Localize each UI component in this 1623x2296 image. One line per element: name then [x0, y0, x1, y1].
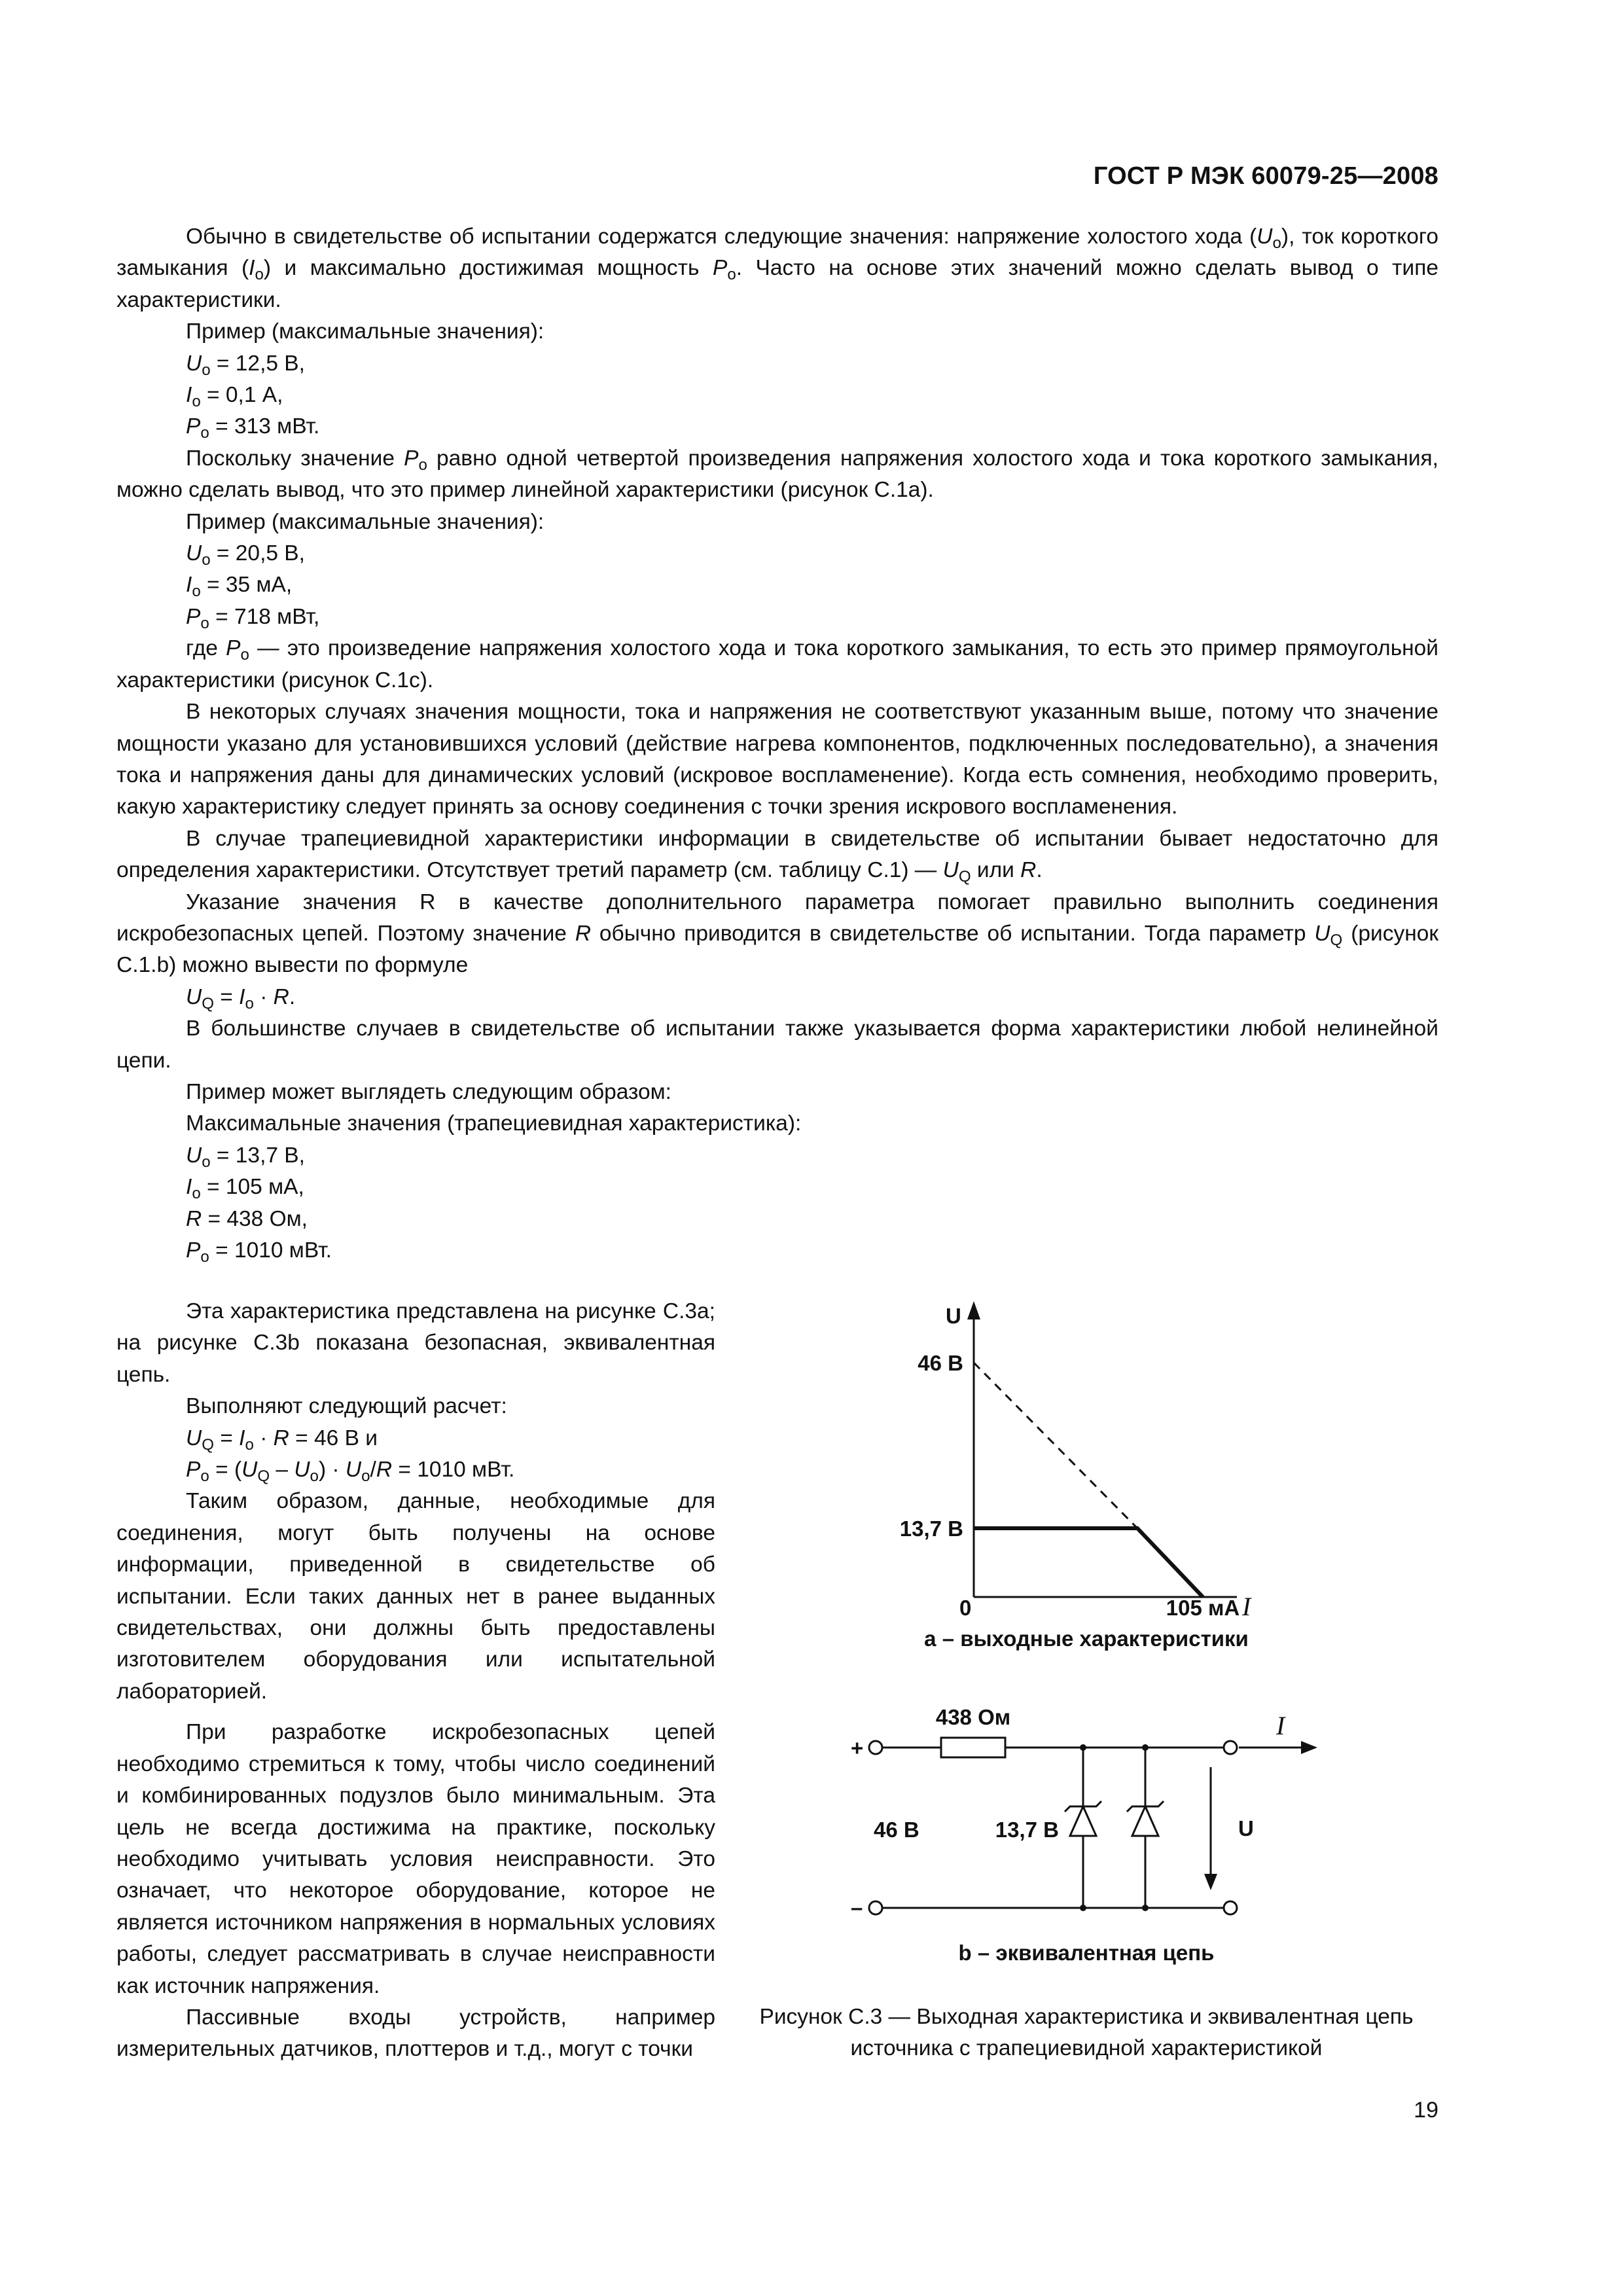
zener-diode-1-icon: [1070, 1806, 1096, 1836]
paragraph-passive-inputs: Пассивные входы устройств, например измерительных датчиков, плоттеров и т.д., могут с точки: [116, 2005, 715, 2062]
example-1-voltage: $U_о = 12,5$ В,: [186, 351, 305, 379]
paragraph-mismatch: В некоторых случаях значения мощности, тока и напряжения не соответствуют указанным выше, потому что значение мощности указано для установившихся условий (действие нагрева компонентов, подключенных последовательно), а значения тока и напряжения даны для динамических условий (искровое воспламенение). Когда есть сомнения, необходимо проверить, какую характеристику следует принять за основу соединения с точки зрения искрового воспламенения.: [116, 700, 1438, 819]
page-number: 19: [1414, 2098, 1438, 2123]
y-tick-13-7v: 13,7 В: [899, 1516, 963, 1541]
example-2-current: $I_о = 35$ мА,: [186, 573, 293, 601]
paragraph-example-intro: Пример может выглядеть следующим образом:: [186, 1079, 671, 1104]
paragraph-r-parameter: Указание значения R в качестве дополнительного параметра помогает правильно выполнить соединения искробезопасных цепей. Поэтому значение R обычно приводится в свидетельстве об испытании. Тогда параметр $U_Q$ (рисунок С.1.b) можно вывести по формуле: [116, 889, 1438, 978]
caption-a: а – выходные характеристики: [924, 1626, 1249, 1651]
linear-characteristic-dashed: [974, 1363, 1137, 1528]
paragraph-max-values: Максимальные значения (трапециевидная характеристика):: [186, 1111, 802, 1136]
example-1-title: Пример (максимальные значения):: [186, 319, 544, 344]
current-label: I: [1276, 1711, 1285, 1740]
example-2-title: Пример (максимальные значения):: [186, 509, 544, 534]
y-axis-label: U: [946, 1304, 961, 1328]
resistor-label: 438 Ом: [935, 1705, 1011, 1729]
figure-c3-drawing: [733, 1283, 1440, 2042]
example-2-voltage: $U_о = 20,5$ В,: [186, 541, 305, 569]
standard-header: ГОСТ Р МЭК 60079-25—2008: [1093, 162, 1438, 190]
zener-diode-2-icon: [1132, 1806, 1158, 1836]
paragraph-trapezoid: В случае трапециевидной характеристики информации в свидетельстве об испытании бывает недостаточно для определения характеристики. Отсутствует третий параметр (см. таблицу С.1) — $U_Q$ или R.: [116, 826, 1438, 886]
example-1-current: $I_о = 0,1$ А,: [186, 383, 283, 411]
example-3-power: $P_о = 1010$ мВт.: [186, 1238, 332, 1266]
paragraph-calc-intro: Выполняют следующий расчет:: [186, 1394, 507, 1419]
voltage-label: U: [1238, 1816, 1254, 1840]
y-axis-arrow: [967, 1301, 980, 1319]
example-1-power: $P_о = 313$ мВт.: [186, 414, 320, 442]
caption-b: b – эквивалентная цепь: [958, 1941, 1215, 1965]
formula-uq-calc: $U_Q = I_о \cdot R = 46$ В и: [186, 1426, 378, 1454]
x-axis-label: I: [1242, 1592, 1251, 1621]
x-tick-105ma: 105 мА: [1166, 1596, 1240, 1620]
terminal-minus-left: [869, 1901, 882, 1914]
left-column-text: [116, 1296, 715, 2066]
source-voltage-label: 46 В: [874, 1818, 919, 1842]
terminal-plus-right: [1224, 1741, 1237, 1754]
y-tick-46v: 46 В: [918, 1351, 963, 1375]
minus-sign: –: [851, 1895, 863, 1920]
resistor: [941, 1738, 1005, 1757]
example-3-resistance: R = 438 Ом,: [186, 1206, 308, 1231]
figure-c3: [733, 1283, 1440, 2042]
terminal-plus-left: [869, 1741, 882, 1754]
figure-title: Рисунок С.3 — Выходная характеристика и эквивалентная цепь источника с трапециевидной характеристикой: [759, 2005, 1414, 2060]
paragraph-linear: Поскольку значение $P_о$ равно одной четвертой произведения напряжения холостого хода и тока короткого замыкания, можно сделать вывод, что это пример линейной характеристики (рисунок С.1а).: [116, 446, 1438, 503]
example-3-voltage: $U_о = 13,7$ В,: [186, 1143, 305, 1172]
paragraph-data-source: Таким образом, данные, необходимые для соединения, могут быть получены на основе информации, приведенной в свидетельстве об испытании. Если таких данных нет в ранее выданных свидетельствах, они должны быть предоставлены изготовителем оборудования или испытательной лабораторией.: [116, 1489, 715, 1704]
main-text: [116, 221, 1438, 1266]
trapezoid-characteristic: [974, 1528, 1203, 1597]
paragraph-design: При разработке искробезопасных цепей необходимо стремиться к тому, чтобы число соединений и комбинированных подузлов было минимальным. Эта цель не всегда достижима на практике, поскольку необходимо учитывать условия неисправности. Это означает, что некоторое оборудование, которое не является источником напряжения в нормальных условиях работы, следует рассматривать в случае неисправности как источник напряжения.: [116, 1720, 715, 1998]
plus-sign: +: [851, 1736, 864, 1760]
terminal-minus-right: [1224, 1901, 1237, 1914]
paragraph-rectangular: где $P_о$ — это произведение напряжения холостого хода и тока короткого замыкания, то есть это пример прямоугольной характеристики (рисунок С.1с).: [116, 636, 1439, 692]
zener-voltage-label: 13,7 В: [995, 1818, 1059, 1842]
example-2-power: $P_о = 718$ мВт,: [186, 604, 320, 633]
output-characteristic-graph: [900, 1301, 1252, 1621]
formula-uq: $U_Q = I_о \cdot R$.: [186, 984, 296, 1013]
example-3-current: $I_о = 105$ мА,: [186, 1175, 304, 1203]
paragraph-figure-ref: Эта характеристика представлена на рисунке С.3а; на рисунке С.3b показана безопасная, эквивалентная цепь.: [116, 1299, 715, 1387]
paragraph-nonlinear: В большинстве случаев в свидетельстве об испытании также указывается форма характеристики любой нелинейной цепи.: [116, 1016, 1438, 1073]
formula-po-calc: $P_о = (U_Q - U_о) \cdot U_о/R = 1010$ мВт.: [186, 1458, 515, 1486]
paragraph-intro: Обычно в свидетельстве об испытании содержатся следующие значения: напряжение холостого хода $(U_о)$, ток короткого замыкания $(I_о)$ и максимально достижимая мощность $P_о$. Часто на основе этих значений можно сделать вывод о типе характеристики.: [116, 224, 1438, 312]
origin-label: 0: [959, 1596, 972, 1620]
